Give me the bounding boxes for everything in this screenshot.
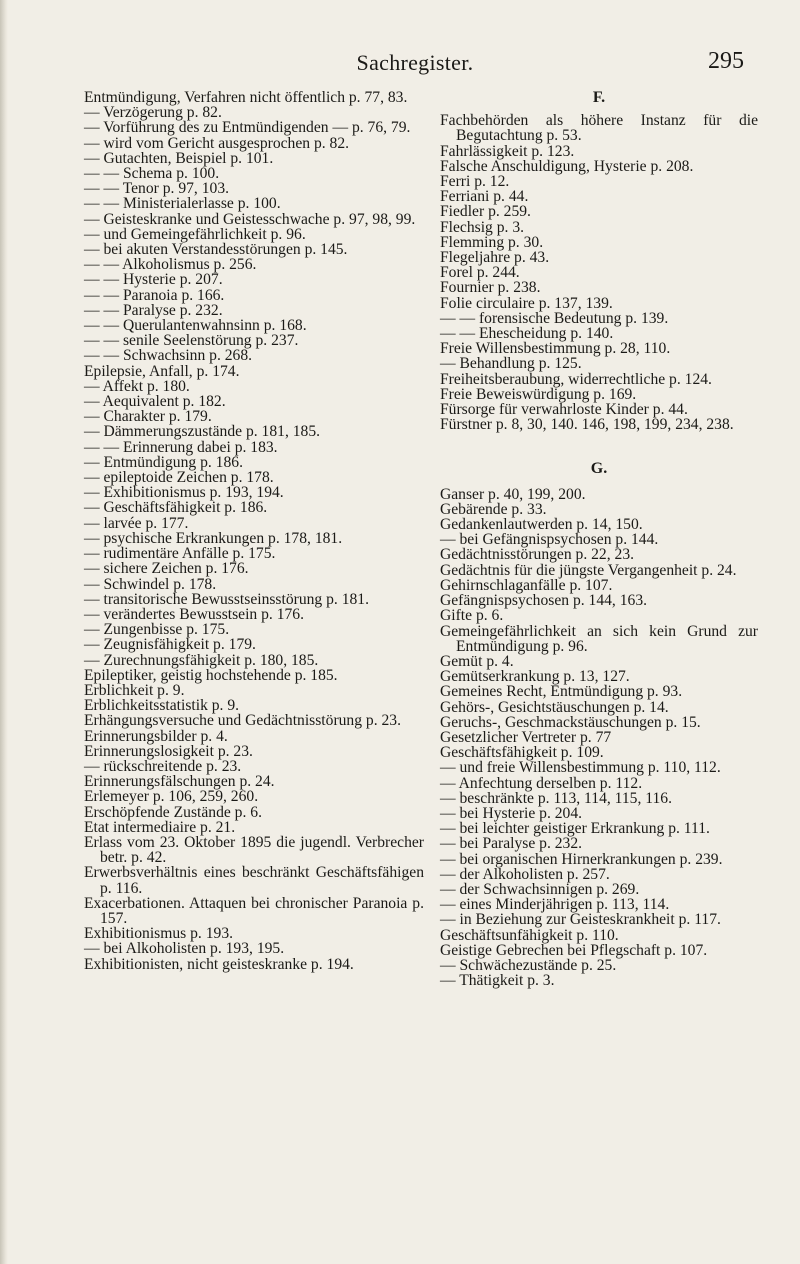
section-f-entries: [440, 113, 758, 432]
index-entry: Gifte p. 6.: [440, 607, 504, 625]
index-entry: Erinnerungsbilder p. 4.: [84, 727, 228, 745]
index-entry: Etat intermediaire p. 21.: [84, 818, 236, 836]
index-entry: Exhibitionismus p. 193.: [84, 925, 234, 943]
index-entry: — wird vom Gericht ausgesprochen p. 82.: [84, 134, 350, 152]
index-entry: — bei akuten Verstandesstörungen p. 145.: [84, 241, 348, 259]
index-entry: — Thätigkeit p. 3.: [440, 972, 555, 990]
index-entry: — Verzögerung p. 82.: [84, 104, 222, 122]
index-entry: — — Hysterie p. 207.: [84, 271, 223, 289]
page-binding-edge: [0, 0, 8, 1264]
index-entry: Erinnerungslosigkeit p. 23.: [84, 742, 253, 760]
index-entry: — rückschreitende p. 23.: [84, 757, 242, 775]
index-entry: — epileptoide Zeichen p. 178.: [84, 469, 274, 487]
index-entry: Erwerbsverhältnis eines beschränkt Geschäftsfähigen p. 116.: [84, 864, 424, 897]
index-entry: — in Beziehung zur Geisteskrankheit p. 117.: [440, 911, 721, 929]
index-entry: Flemming p. 30.: [440, 233, 544, 251]
index-entry: Erlass vom 23. Oktober 1895 die jugendl. Verbrecher betr. p. 42.: [84, 833, 424, 867]
index-entry: Fürstner p. 8, 30, 140. 146, 198, 199, 234, 238.: [440, 416, 734, 434]
page-title: Sachregister.: [356, 50, 474, 75]
index-entry: — Behandlung p. 125.: [440, 355, 582, 373]
index-entry: Fachbehörden als höhere Instanz für die Begutachtung p. 53.: [440, 112, 758, 145]
index-entry: — Gutachten, Beispiel p. 101.: [84, 149, 274, 167]
index-entry: Erinnerungsfälschungen p. 24.: [84, 773, 275, 791]
index-entry: — beschränkte p. 113, 114, 115, 116.: [440, 789, 672, 807]
index-entry: Ganser p. 40, 199, 200.: [440, 485, 586, 503]
index-entry: — — Paralyse p. 232.: [84, 301, 223, 319]
index-entry: — der Schwachsinnigen p. 269.: [440, 880, 640, 898]
index-entry: — larvée p. 177.: [84, 514, 189, 532]
index-entry: Freiheitsberaubung, widerrechtliche p. 124.: [440, 370, 712, 388]
index-entry: Fürsorge für verwahrloste Kinder p. 44.: [440, 401, 688, 419]
index-entry: Erblichkeit p. 9.: [84, 681, 185, 699]
index-entry: Gedächtnis für die jüngste Vergangenheit p. 24.: [440, 561, 737, 579]
index-entry: — bei Hysterie p. 204.: [440, 804, 583, 822]
index-entry: Gedankenlautwerden p. 14, 150.: [440, 516, 643, 534]
index-entry: — — Schwachsinn p. 268.: [84, 347, 253, 365]
index-entry: — — forensische Bedeutung p. 139.: [440, 309, 669, 327]
index-entry: — sichere Zeichen p. 176.: [84, 560, 249, 578]
page-number: 295: [708, 48, 744, 74]
index-entry: — — Alkoholismus p. 256.: [84, 256, 257, 274]
index-entry: — — Tenor p. 97, 103.: [84, 180, 230, 198]
index-entry: — Geisteskranke und Geistesschwache p. 97, 98, 99.: [84, 210, 416, 228]
index-entry: Epileptiker, geistig hochstehende p. 185.: [84, 666, 338, 684]
index-entry: — der Alkoholisten p. 257.: [440, 865, 610, 883]
index-entry: Freie Willensbestimmung p. 28, 110.: [440, 340, 671, 358]
index-entry: Gefängnispsychosen p. 144, 163.: [440, 592, 648, 610]
index-entry: — bei Gefängnispsychosen p. 144.: [440, 531, 659, 549]
index-entry: Falsche Anschuldigung, Hysterie p. 208.: [440, 157, 694, 175]
index-entry: — Anfechtung derselben p. 112.: [440, 774, 643, 792]
index-entry: — Affekt p. 180.: [84, 377, 190, 395]
index-entry: Gehörs-, Gesichtstäuschungen p. 14.: [440, 698, 669, 716]
index-entry: Erblichkeitsstatistik p. 9.: [84, 697, 240, 715]
index-entry: — Charakter p. 179.: [84, 408, 212, 426]
index-entry: — Aequivalent p. 182.: [84, 393, 226, 411]
section-g-entries: [440, 487, 758, 989]
index-entry: — Schwindel p. 178.: [84, 575, 217, 593]
index-entry: — — Querulantenwahnsinn p. 168.: [84, 317, 307, 335]
index-entry: Gemüt p. 4.: [440, 652, 514, 670]
index-entry: — Geschäftsfähigkeit p. 186.: [84, 499, 268, 517]
index-entry: Geschäftsunfähigkeit p. 110.: [440, 926, 619, 944]
index-entry: — Zungenbisse p. 175.: [84, 621, 230, 639]
index-entry: — bei Alkoholisten p. 193, 195.: [84, 940, 285, 958]
index-entry: — — senile Seelenstörung p. 237.: [84, 332, 299, 350]
index-entry: — bei Paralyse p. 232.: [440, 835, 583, 853]
index-entry: Erschöpfende Zustände p. 6.: [84, 803, 262, 821]
index-entry: — Zeugnisfähigkeit p. 179.: [84, 636, 256, 654]
index-entry: — Entmündigung p. 186.: [84, 453, 243, 471]
index-entry: Ferri p. 12.: [440, 173, 510, 191]
index-entry: Ferriani p. 44.: [440, 188, 529, 206]
index-entry: Entmündigung, Verfahren nicht öffentlich p. 77, 83.: [84, 89, 408, 106]
index-entry: — — Ehescheidung p. 140.: [440, 325, 614, 343]
index-entry: Epilepsie, Anfall, p. 174.: [84, 362, 240, 380]
index-entry: Gemütserkrankung p. 13, 127.: [440, 668, 630, 686]
index-entry: Folie circulaire p. 137, 139.: [440, 294, 613, 312]
section-letter-f: F.: [592, 89, 606, 106]
index-entry: — transitorische Bewusstseinsstörung p. 181.: [84, 590, 369, 608]
section-letter-g: G.: [590, 460, 608, 478]
index-entry: Flechsig p. 3.: [440, 218, 525, 236]
index-entry: Erlemeyer p. 106, 259, 260.: [84, 788, 259, 806]
index-entry: Freie Beweiswürdigung p. 169.: [440, 385, 637, 403]
index-entry: — und Gemeingefährlichkeit p. 96.: [84, 225, 306, 243]
index-entry: Gehirnschlaganfälle p. 107.: [440, 576, 613, 594]
index-entry: — Vorführung des zu Entmündigenden — p. 76, 79.: [84, 119, 411, 137]
index-entry: Gemeingefährlichkeit an sich kein Grund zur Entmündigung p. 96.: [440, 622, 758, 655]
index-entry: — verändertes Bewusstsein p. 176.: [84, 605, 305, 623]
page-header: [86, 50, 744, 80]
index-entry: Flegeljahre p. 43.: [440, 249, 550, 267]
index-entry: Exhibitionisten, nicht geisteskranke p. 194.: [84, 955, 354, 973]
index-entry: — rudimentäre Anfälle p. 175.: [84, 545, 276, 563]
index-entry: — — Ministerialerlasse p. 100.: [84, 195, 281, 213]
index-entry: Gesetzlicher Vertreter p. 77: [440, 728, 612, 746]
index-entry: Gebärende p. 33.: [440, 500, 547, 518]
index-entry: Fahrlässigkeit p. 123.: [440, 142, 575, 160]
index-entry: — psychische Erkrankungen p. 178, 181.: [84, 529, 343, 547]
index-entry: — und freie Willensbestimmung p. 110, 112.: [440, 759, 721, 777]
index-entry: — — Erinnerung dabei p. 183.: [84, 438, 278, 456]
index-entry: Geruchs-, Geschmackstäuschungen p. 15.: [440, 713, 701, 731]
index-entry: Fournier p. 238.: [440, 279, 541, 297]
index-entry: Fiedler p. 259.: [440, 203, 531, 221]
index-entry: — Exhibitionismus p. 193, 194.: [84, 484, 284, 502]
index-entry: — Dämmerungszustände p. 181, 185.: [84, 423, 321, 441]
index-entry: Exacerbationen. Attaquen bei chronischer Paranoia p. 157.: [84, 894, 424, 927]
index-entry: — bei leichter geistiger Erkrankung p. 111.: [440, 820, 710, 838]
index-entry: — Schwächezustände p. 25.: [440, 956, 617, 974]
index-entry: Gedächtnisstörungen p. 22, 23.: [440, 546, 635, 564]
index-entry: Forel p. 244.: [440, 264, 520, 282]
index-entry: — bei organischen Hirnerkrankungen p. 239.: [440, 850, 723, 868]
index-entry: — — Paranoia p. 166.: [84, 286, 225, 304]
index-column-right: [440, 90, 758, 988]
index-entry: Erhängungsversuche und Gedächtnisstörung p. 23.: [84, 712, 402, 730]
index-entry: — eines Minderjährigen p. 113, 114.: [440, 896, 670, 914]
index-entry: Geistige Gebrechen bei Pflegschaft p. 107.: [440, 941, 708, 959]
index-entry: Gemeines Recht, Entmündigung p. 93.: [440, 683, 683, 701]
index-entry: — Zurechnungsfähigkeit p. 180, 185.: [84, 651, 319, 669]
index-column-left: [84, 90, 424, 972]
index-entry: Geschäftsfähigkeit p. 109.: [440, 744, 604, 762]
index-entry: — — Schema p. 100.: [84, 165, 220, 183]
